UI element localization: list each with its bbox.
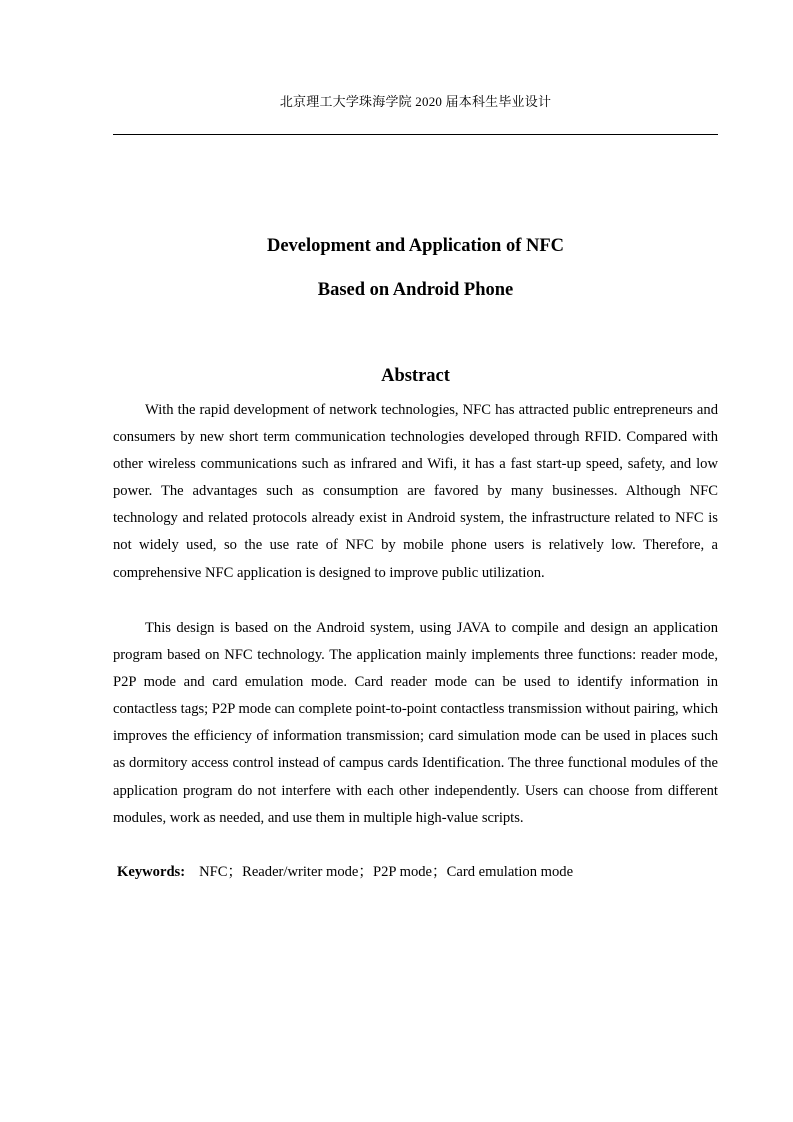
abstract-paragraph-2: This design is based on the Android system, using JAVA to compile and design an application program based on NFC technology. The application mainly implements three functions: reader mode, P2P mode and card emulation mode. Card reader mode can be used to identify information in contactless tags; P2P mode can complete point-to-point contactless transmission without pairing, which improves the efficiency of information transmission; card simulation mode can be used in places such as dormitory access control instead of campus cards Identification. The three functional modules of the application program do not interfere with each other independently. Users can choose from different modules, work as needed, and use them in multiple high-value scripts. bbox=[113, 620, 718, 826]
paper-title-line-2: Based on Android Phone bbox=[317, 280, 514, 300]
keywords-line bbox=[117, 859, 718, 886]
abstract-paragraph-1: With the rapid development of network technologies, NFC has attracted public entrepreneurs and consumers by new short term communication technologies developed through RFID. Compared with other wireless communications such as infrared and Wifi, it has a fast start-up speed, safety, and low power. The advantages such as consumption are favored by many businesses. Although NFC technology and related protocols already exist in Android system, the infrastructure related to NFC is not widely used, so the use rate of NFC by mobile phone users is relatively low. Therefore, a comprehensive NFC application is designed to improve public utilization. bbox=[113, 402, 718, 581]
header-divider bbox=[113, 134, 718, 135]
paper-title-line-1: Development and Application of NFC bbox=[266, 236, 565, 256]
keywords-value: NFC；Reader/writer mode；P2P mode；Card emulation mode bbox=[199, 864, 574, 880]
keywords-label: Keywords: bbox=[117, 864, 186, 880]
page-header: 北京理工大学珠海学院 2020 届本科生毕业设计 bbox=[279, 94, 552, 109]
abstract-heading: Abstract bbox=[381, 366, 450, 386]
